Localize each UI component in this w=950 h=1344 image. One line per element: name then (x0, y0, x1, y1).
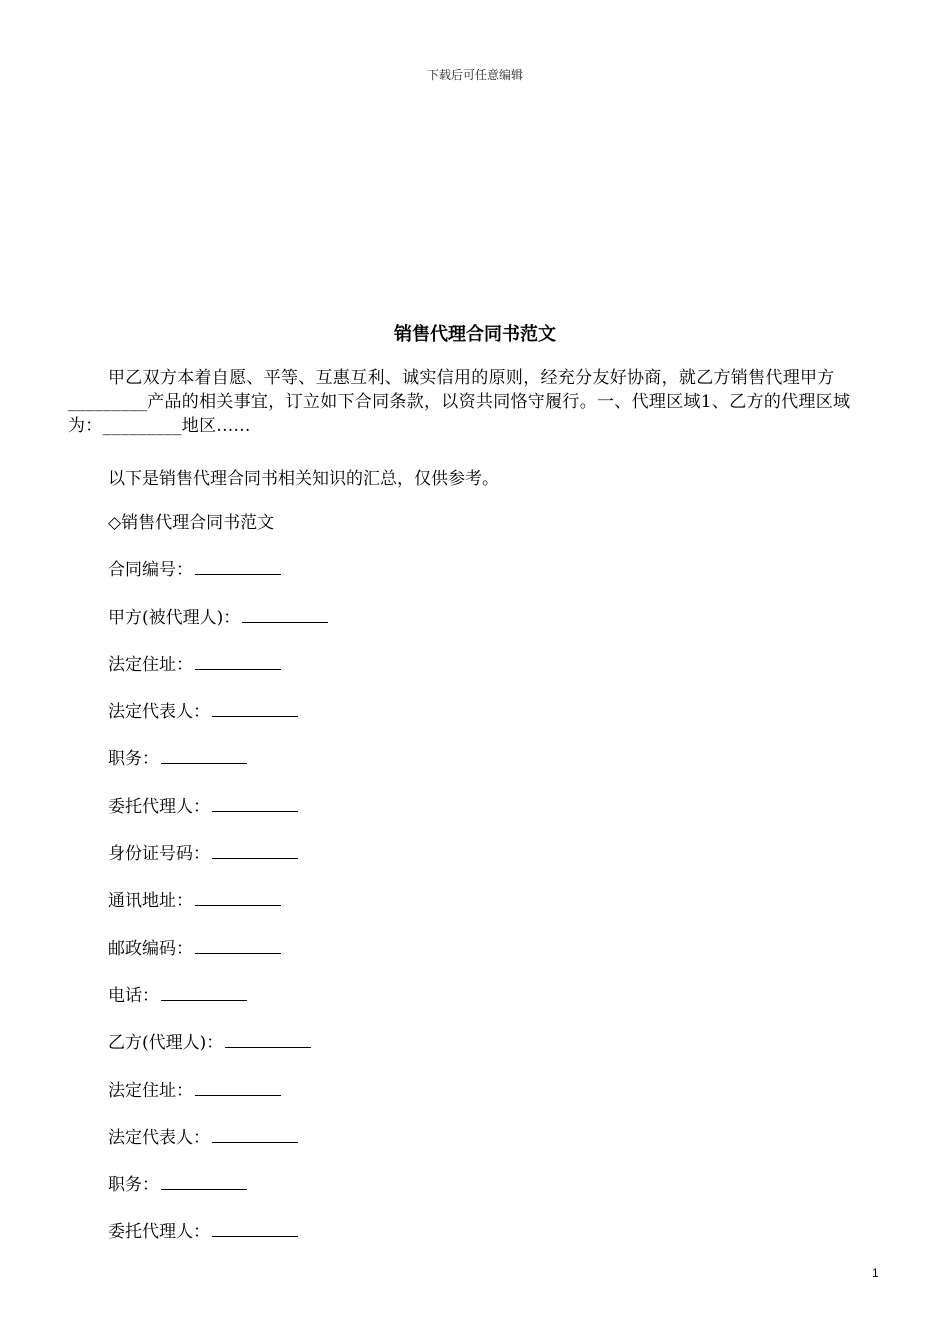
page-number: 1 (872, 1266, 879, 1280)
field-b-position: 职务： (108, 1173, 328, 1220)
reference-note: 以下是销售代理合同书相关知识的汇总，仅供参考。 (108, 469, 499, 489)
intro-paragraph: 甲乙双方本着自愿、平等、互惠互利、诚实信用的原则，经充分友好协商，就乙方销售代理甲方_________产品的相关事宜，订立如下合同条款，以资共同恪守履行。一、代理区域1、乙方的代理区域为：_________地区...... (68, 368, 851, 436)
field-b-representative: 法定代表人： (108, 1126, 328, 1173)
blank-line (225, 1033, 311, 1048)
field-party-b: 乙方(代理人)： (108, 1031, 328, 1078)
blank-line (212, 1128, 298, 1143)
blank-line (212, 1222, 298, 1237)
field-party-a: 甲方(被代理人)： (108, 606, 328, 653)
field-a-position: 职务： (108, 747, 328, 794)
blank-line (212, 844, 298, 859)
blank-line (195, 939, 281, 954)
blank-line (161, 986, 247, 1001)
field-a-representative: 法定代表人： (108, 700, 328, 747)
field-a-phone: 电话： (108, 984, 328, 1031)
blank-line (195, 1081, 281, 1096)
blank-line (161, 1175, 247, 1190)
blank-line (212, 797, 298, 812)
page-header: 下载后可任意编辑 (426, 68, 523, 82)
document-title: 销售代理合同书范文 (394, 324, 556, 345)
blank-line (212, 702, 298, 717)
field-b-agent: 委托代理人： (108, 1220, 328, 1267)
contract-fields (108, 511, 328, 1268)
blank-line (195, 655, 281, 670)
blank-line (195, 891, 281, 906)
blank-line (242, 608, 328, 623)
field-a-address: 法定住址： (108, 653, 328, 700)
section-heading: ◇销售代理合同书范文 (108, 513, 275, 533)
blank-line (161, 749, 247, 764)
field-a-postcode: 邮政编码： (108, 937, 328, 984)
field-contract-number: 合同编号： (108, 558, 328, 605)
field-a-mailing-address: 通讯地址： (108, 889, 328, 936)
field-a-agent: 委托代理人： (108, 795, 328, 842)
field-b-address: 法定住址： (108, 1079, 328, 1126)
blank-line (195, 560, 281, 575)
field-a-id-number: 身份证号码： (108, 842, 328, 889)
